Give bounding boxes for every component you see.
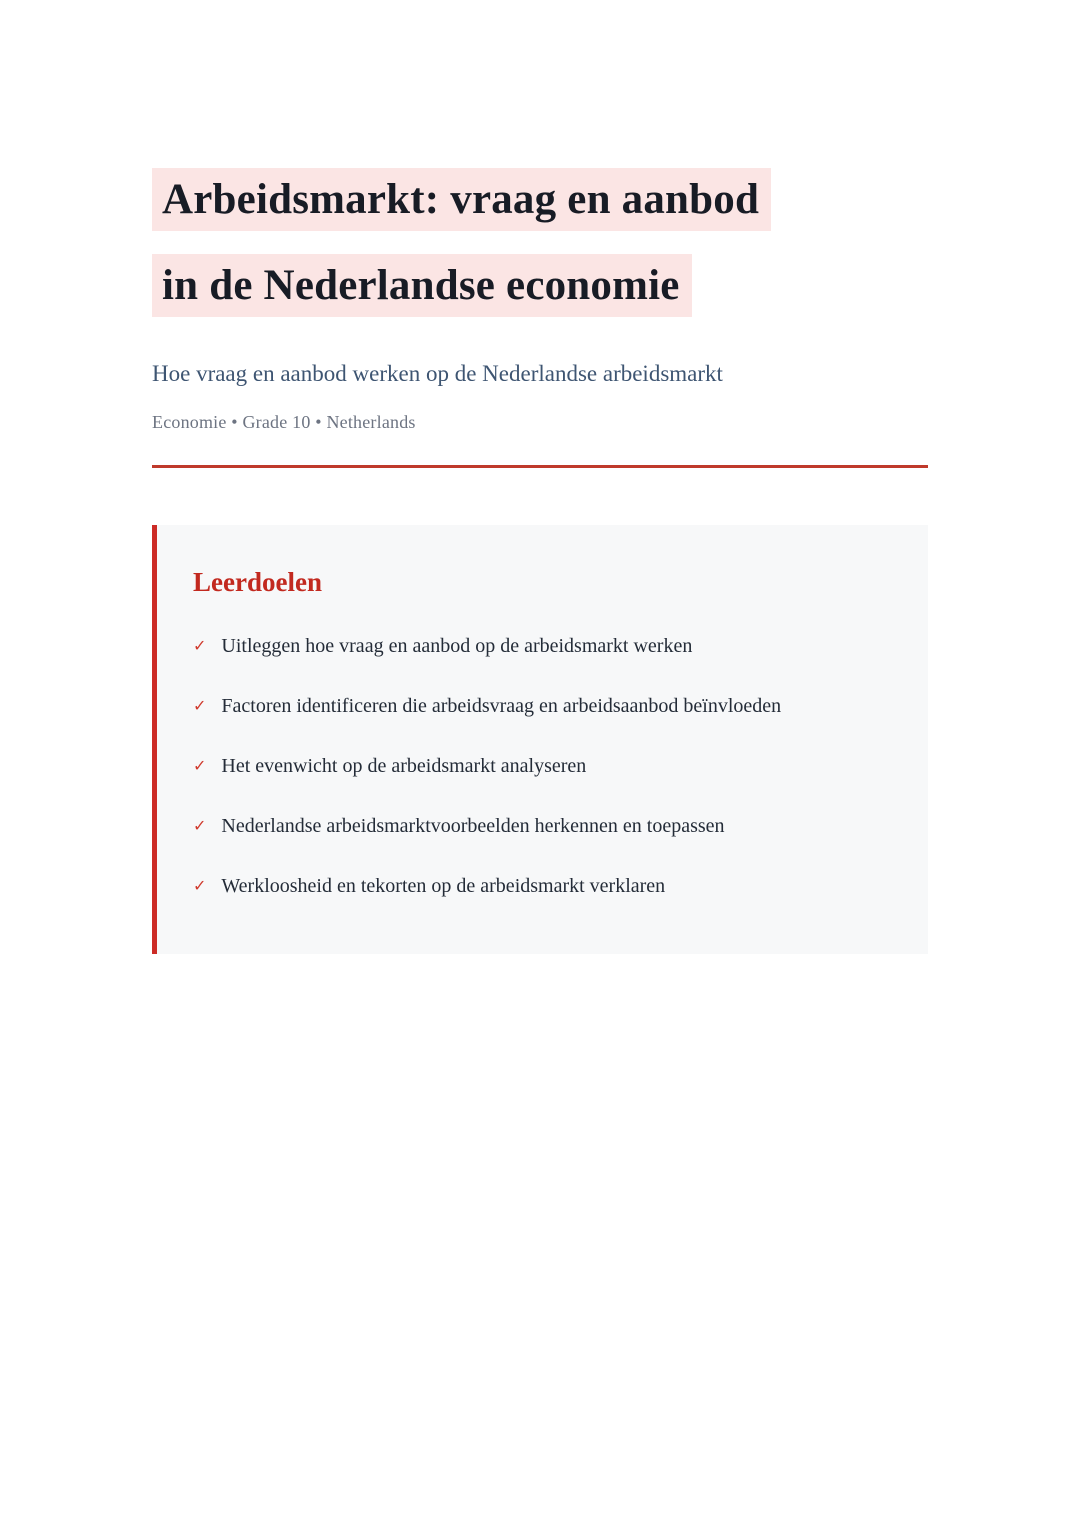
learning-goals-heading: Leerdoelen	[193, 566, 322, 597]
goal-text: Werkloosheid en tekorten op de arbeidsmarkt verklaren	[221, 874, 666, 897]
red-divider	[152, 465, 928, 468]
list-item	[193, 868, 884, 904]
page-title	[152, 158, 928, 328]
list-item	[193, 808, 884, 844]
check-icon: ✓	[193, 875, 207, 895]
goal-text: Het evenwicht op de arbeidsmarkt analyseren	[221, 754, 587, 777]
page-title-line1: Arbeidsmarkt: vraag en aanbod	[152, 168, 771, 231]
learning-goals-list	[193, 628, 884, 904]
page-subtitle: Hoe vraag en aanbod werken op de Nederlandse arbeidsmarkt	[152, 360, 723, 386]
goal-text: Nederlandse arbeidsmarktvoorbeelden herkennen en toepassen	[221, 814, 725, 837]
page-meta: Economie • Grade 10 • Netherlands	[152, 411, 416, 432]
goal-text: Factoren identificeren die arbeidsvraag en arbeidsaanbod beïnvloeden	[221, 694, 782, 717]
page-title-line2: in de Nederlandse economie	[152, 254, 692, 317]
check-icon: ✓	[193, 635, 207, 655]
list-item	[193, 628, 884, 664]
learning-goals-card	[152, 525, 928, 954]
list-item	[193, 748, 884, 784]
check-icon: ✓	[193, 815, 207, 835]
check-icon: ✓	[193, 695, 207, 715]
check-icon: ✓	[193, 755, 207, 775]
list-item	[193, 688, 884, 724]
goal-text: Uitleggen hoe vraag en aanbod op de arbeidsmarkt werken	[221, 634, 693, 657]
